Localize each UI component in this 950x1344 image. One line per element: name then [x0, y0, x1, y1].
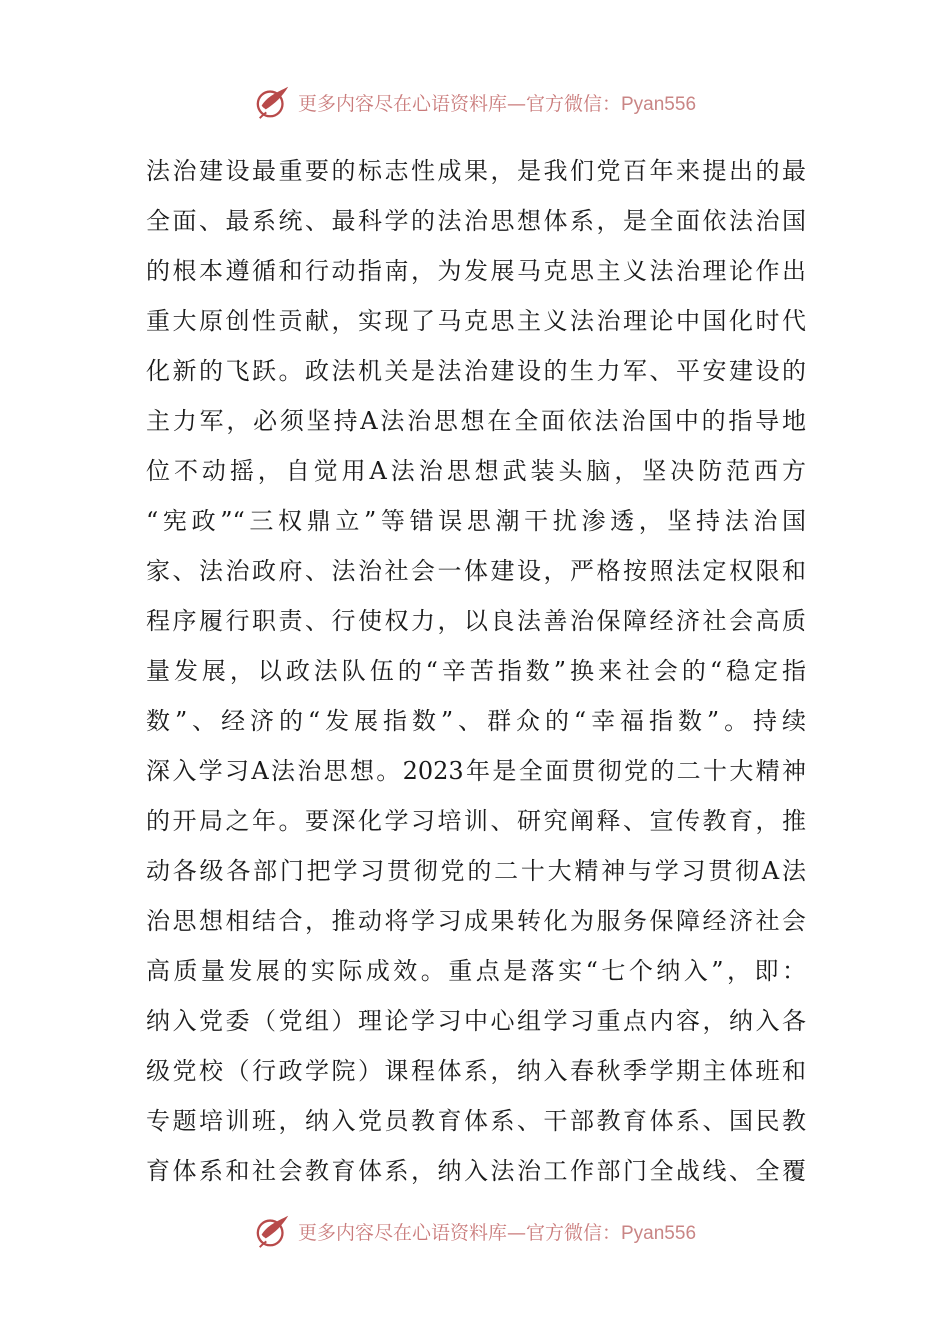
document-body — [146, 146, 806, 1196]
body-line: 程序履行职责、行使权力，以良法善治保障经济社会高质 — [146, 607, 806, 635]
body-line: 全面、最系统、最科学的法治思想体系，是全面依法治国 — [146, 207, 806, 235]
pen-nib-logo-icon — [254, 83, 292, 121]
body-line: 高质量发展的实际成效。重点是落实“七个纳入”，即： — [146, 957, 806, 985]
footer-watermark-text — [298, 1218, 696, 1245]
footer-wechat-id: Pyan556 — [621, 1222, 697, 1244]
body-line: 数”、经济的“发展指数”、群众的“幸福指数”。持续 — [146, 707, 806, 735]
header-wechat-id: Pyan556 — [621, 93, 697, 115]
body-line: 治思想相结合，推动将学习成果转化为服务保障经济社会 — [146, 907, 806, 935]
body-line: 动各级各部门把学习贯彻党的二十大精神与学习贯彻A法 — [146, 857, 806, 885]
body-line: 化新的飞跃。政法机关是法治建设的生力军、平安建设的 — [146, 357, 806, 385]
body-line: 法治建设最重要的标志性成果，是我们党百年来提出的最 — [146, 157, 806, 185]
header-watermark-text — [298, 89, 696, 116]
body-line: 的根本遵循和行动指南，为发展马克思主义法治理论作出 — [146, 257, 806, 285]
body-line: 育体系和社会教育体系，纳入法治工作部门全战线、全覆 — [146, 1157, 806, 1185]
footer-watermark-banner — [0, 1211, 950, 1251]
body-line: “宪政”“三权鼎立”等错误思潮干扰渗透，坚持法治国 — [146, 507, 806, 535]
footer-watermark-label: 更多内容尽在心语资料库—官方微信： — [297, 1221, 621, 1244]
body-line: 位不动摇，自觉用A法治思想武装头脑，坚决防范西方 — [146, 457, 806, 485]
body-line: 纳入党委（党组）理论学习中心组学习重点内容，纳入各 — [146, 1007, 806, 1035]
header-watermark-label: 更多内容尽在心语资料库—官方微信： — [297, 92, 621, 115]
body-line: 级党校（行政学院）课程体系，纳入春秋季学期主体班和 — [146, 1057, 806, 1085]
body-line: 家、法治政府、法治社会一体建设，严格按照法定权限和 — [146, 557, 806, 585]
header-watermark-banner — [0, 82, 950, 122]
body-line: 专题培训班，纳入党员教育体系、干部教育体系、国民教 — [146, 1107, 806, 1135]
body-line: 重大原创性贡献，实现了马克思主义法治理论中国化时代 — [146, 307, 806, 335]
body-line: 量发展，以政法队伍的“辛苦指数”换来社会的“稳定指 — [146, 657, 806, 685]
pen-nib-logo-icon — [254, 1212, 292, 1250]
body-line: 深入学习A法治思想。2023年是全面贯彻党的二十大精神 — [146, 757, 806, 785]
body-line: 主力军，必须坚持A法治思想在全面依法治国中的指导地 — [146, 407, 806, 435]
body-line: 的开局之年。要深化学习培训、研究阐释、宣传教育，推 — [146, 807, 806, 835]
